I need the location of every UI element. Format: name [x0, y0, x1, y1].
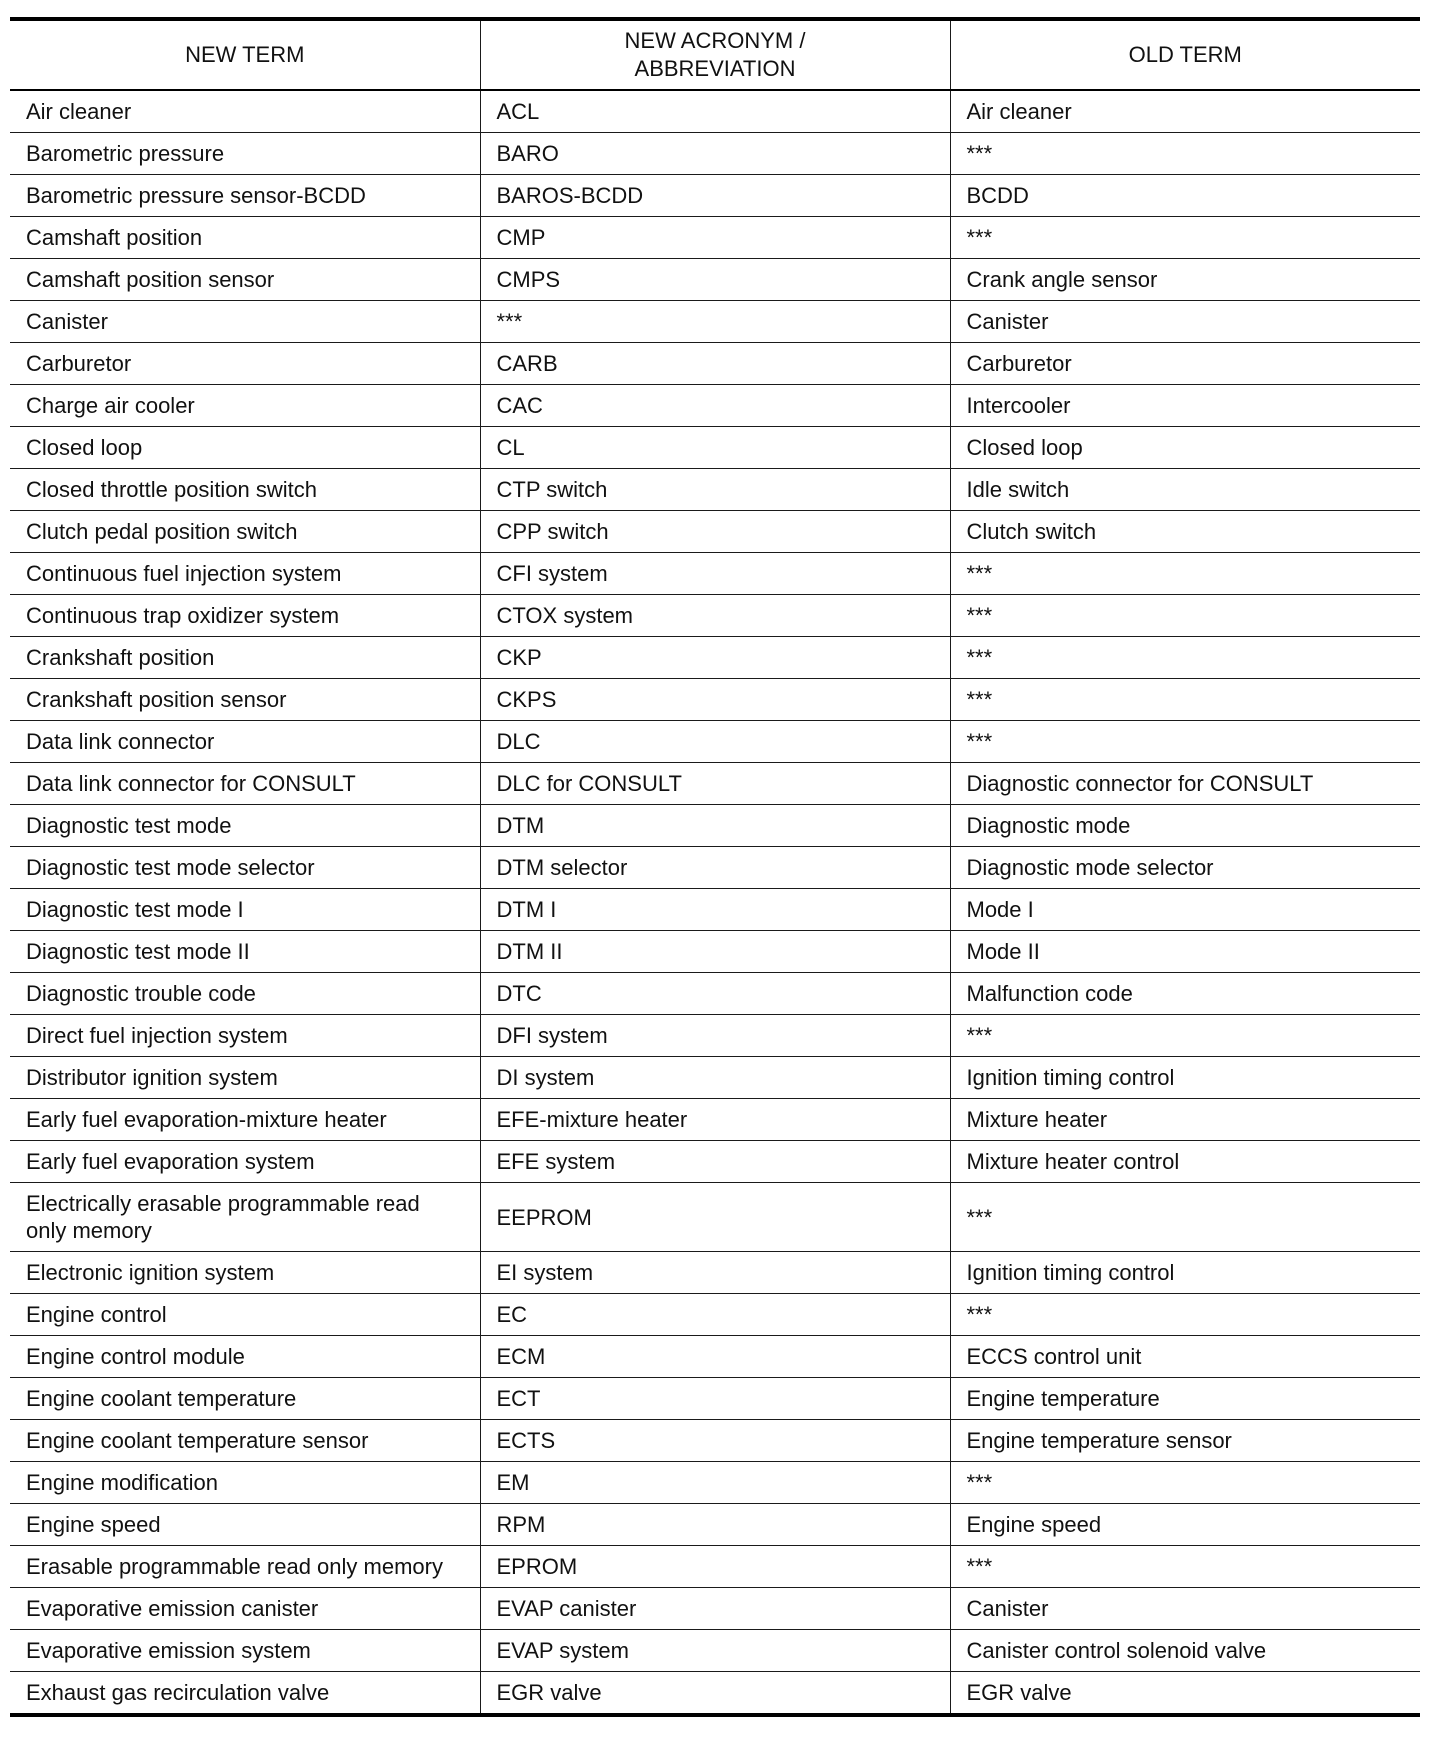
table-row: [10, 1252, 1420, 1294]
table-row: [10, 175, 1420, 217]
table-row: [10, 1336, 1420, 1378]
cell-acronym: CMP: [480, 217, 950, 259]
table-row: [10, 679, 1420, 721]
cell-acronym: ECM: [480, 1336, 950, 1378]
cell-acronym: BARO: [480, 133, 950, 175]
table-row: [10, 1672, 1420, 1716]
table-row: [10, 1504, 1420, 1546]
cell-acronym: DFI system: [480, 1015, 950, 1057]
table-row: [10, 427, 1420, 469]
cell-old-term: EGR valve: [950, 1672, 1420, 1716]
cell-old-term: Ignition timing control: [950, 1057, 1420, 1099]
cell-acronym: CTP switch: [480, 469, 950, 511]
cell-old-term: Intercooler: [950, 385, 1420, 427]
cell-acronym: DTM selector: [480, 847, 950, 889]
table-row: [10, 343, 1420, 385]
cell-new-term: Engine coolant temperature sensor: [10, 1420, 480, 1462]
cell-new-term: Crankshaft position: [10, 637, 480, 679]
cell-new-term: Diagnostic test mode: [10, 805, 480, 847]
cell-old-term: Ignition timing control: [950, 1252, 1420, 1294]
cell-old-term: Engine temperature: [950, 1378, 1420, 1420]
cell-old-term: ***: [950, 217, 1420, 259]
cell-old-term: Diagnostic mode: [950, 805, 1420, 847]
cell-new-term: Barometric pressure sensor-BCDD: [10, 175, 480, 217]
cell-acronym: EFE system: [480, 1141, 950, 1183]
cell-acronym: CKP: [480, 637, 950, 679]
cell-acronym: CAC: [480, 385, 950, 427]
header-old-term: OLD TERM: [950, 19, 1420, 90]
table-row: [10, 553, 1420, 595]
table-row: [10, 1378, 1420, 1420]
cell-new-term: Engine control: [10, 1294, 480, 1336]
cell-old-term: ECCS control unit: [950, 1336, 1420, 1378]
cell-new-term: Distributor ignition system: [10, 1057, 480, 1099]
table-row: [10, 973, 1420, 1015]
cell-new-term: Barometric pressure: [10, 133, 480, 175]
cell-old-term: Canister: [950, 1588, 1420, 1630]
cell-new-term: Early fuel evaporation-mixture heater: [10, 1099, 480, 1141]
cell-old-term: Closed loop: [950, 427, 1420, 469]
cell-acronym: EI system: [480, 1252, 950, 1294]
table-row: [10, 1015, 1420, 1057]
cell-new-term: Continuous fuel injection system: [10, 553, 480, 595]
cell-new-term: Erasable programmable read only memory: [10, 1546, 480, 1588]
table-row: [10, 1183, 1420, 1252]
cell-old-term: ***: [950, 1183, 1420, 1252]
cell-acronym: EFE-mixture heater: [480, 1099, 950, 1141]
cell-old-term: Idle switch: [950, 469, 1420, 511]
cell-new-term: Data link connector: [10, 721, 480, 763]
table-row: [10, 763, 1420, 805]
cell-old-term: Mode II: [950, 931, 1420, 973]
table-row: [10, 1294, 1420, 1336]
table-row: [10, 1141, 1420, 1183]
cell-acronym: EM: [480, 1462, 950, 1504]
cell-old-term: ***: [950, 1462, 1420, 1504]
cell-old-term: Mode I: [950, 889, 1420, 931]
cell-acronym: DI system: [480, 1057, 950, 1099]
table-row: [10, 889, 1420, 931]
cell-acronym: ACL: [480, 90, 950, 133]
cell-new-term: Crankshaft position sensor: [10, 679, 480, 721]
table-row: [10, 1630, 1420, 1672]
cell-acronym: DTM: [480, 805, 950, 847]
header-new-term: NEW TERM: [10, 19, 480, 90]
table-row: [10, 385, 1420, 427]
cell-old-term: ***: [950, 1294, 1420, 1336]
cell-new-term: Diagnostic trouble code: [10, 973, 480, 1015]
cell-new-term: Early fuel evaporation system: [10, 1141, 480, 1183]
cell-acronym: EC: [480, 1294, 950, 1336]
table-row: [10, 1420, 1420, 1462]
cell-new-term: Closed loop: [10, 427, 480, 469]
cell-new-term: Exhaust gas recirculation valve: [10, 1672, 480, 1716]
table-header-row: [10, 19, 1420, 90]
cell-new-term: Electrically erasable programmable read only memory: [10, 1183, 480, 1252]
cell-old-term: Carburetor: [950, 343, 1420, 385]
cell-new-term: Engine modification: [10, 1462, 480, 1504]
cell-old-term: Malfunction code: [950, 973, 1420, 1015]
cell-old-term: ***: [950, 679, 1420, 721]
cell-old-term: ***: [950, 133, 1420, 175]
cell-new-term: Camshaft position: [10, 217, 480, 259]
table-row: [10, 1546, 1420, 1588]
cell-new-term: Continuous trap oxidizer system: [10, 595, 480, 637]
table-row: [10, 595, 1420, 637]
cell-new-term: Engine control module: [10, 1336, 480, 1378]
table-row: [10, 217, 1420, 259]
header-new-acronym-line2: ABBREVIATION: [634, 56, 796, 81]
cell-old-term: Mixture heater control: [950, 1141, 1420, 1183]
table-row: [10, 637, 1420, 679]
cell-old-term: ***: [950, 1546, 1420, 1588]
header-new-acronym-line1: NEW ACRONYM /: [624, 28, 806, 53]
cell-old-term: Engine temperature sensor: [950, 1420, 1420, 1462]
cell-acronym: CKPS: [480, 679, 950, 721]
cell-old-term: Diagnostic mode selector: [950, 847, 1420, 889]
table-row: [10, 1057, 1420, 1099]
cell-new-term: Air cleaner: [10, 90, 480, 133]
cell-old-term: Crank angle sensor: [950, 259, 1420, 301]
cell-old-term: Mixture heater: [950, 1099, 1420, 1141]
cell-new-term: Data link connector for CONSULT: [10, 763, 480, 805]
cell-acronym: CARB: [480, 343, 950, 385]
table-row: [10, 805, 1420, 847]
cell-acronym: DLC for CONSULT: [480, 763, 950, 805]
cell-acronym: CL: [480, 427, 950, 469]
cell-acronym: ***: [480, 301, 950, 343]
cell-acronym: ECTS: [480, 1420, 950, 1462]
cell-old-term: Canister: [950, 301, 1420, 343]
table-row: [10, 721, 1420, 763]
cell-acronym: RPM: [480, 1504, 950, 1546]
table-row: [10, 259, 1420, 301]
table-row: [10, 847, 1420, 889]
cell-new-term: Canister: [10, 301, 480, 343]
cell-new-term: Engine speed: [10, 1504, 480, 1546]
cell-acronym: DTM I: [480, 889, 950, 931]
cell-acronym: DTC: [480, 973, 950, 1015]
cell-acronym: EVAP canister: [480, 1588, 950, 1630]
table-row: [10, 90, 1420, 133]
cell-new-term: Direct fuel injection system: [10, 1015, 480, 1057]
cell-old-term: ***: [950, 595, 1420, 637]
header-new-acronym: [480, 19, 950, 90]
cell-new-term: Diagnostic test mode II: [10, 931, 480, 973]
cell-old-term: Canister control solenoid valve: [950, 1630, 1420, 1672]
cell-acronym: EEPROM: [480, 1183, 950, 1252]
cell-acronym: DTM II: [480, 931, 950, 973]
cell-acronym: DLC: [480, 721, 950, 763]
table-row: [10, 1462, 1420, 1504]
cell-old-term: Air cleaner: [950, 90, 1420, 133]
table-row: [10, 133, 1420, 175]
cell-old-term: BCDD: [950, 175, 1420, 217]
cell-acronym: EVAP system: [480, 1630, 950, 1672]
table-row: [10, 469, 1420, 511]
cell-acronym: CFI system: [480, 553, 950, 595]
cell-old-term: ***: [950, 721, 1420, 763]
table-row: [10, 1099, 1420, 1141]
cell-old-term: ***: [950, 1015, 1420, 1057]
cell-old-term: Diagnostic connector for CONSULT: [950, 763, 1420, 805]
cell-acronym: BAROS-BCDD: [480, 175, 950, 217]
table-body: [10, 90, 1420, 1715]
table-row: [10, 931, 1420, 973]
cell-old-term: Engine speed: [950, 1504, 1420, 1546]
cell-acronym: ECT: [480, 1378, 950, 1420]
cell-old-term: ***: [950, 637, 1420, 679]
cell-new-term: Engine coolant temperature: [10, 1378, 480, 1420]
table-row: [10, 1588, 1420, 1630]
table-row: [10, 511, 1420, 553]
cell-acronym: EPROM: [480, 1546, 950, 1588]
cell-new-term: Evaporative emission system: [10, 1630, 480, 1672]
cell-acronym: EGR valve: [480, 1672, 950, 1716]
cell-new-term: Closed throttle position switch: [10, 469, 480, 511]
cell-new-term: Camshaft position sensor: [10, 259, 480, 301]
cell-new-term: Evaporative emission canister: [10, 1588, 480, 1630]
cell-old-term: Clutch switch: [950, 511, 1420, 553]
cell-new-term: Charge air cooler: [10, 385, 480, 427]
cell-new-term: Clutch pedal position switch: [10, 511, 480, 553]
cell-acronym: CMPS: [480, 259, 950, 301]
cell-acronym: CTOX system: [480, 595, 950, 637]
table-row: [10, 301, 1420, 343]
cell-new-term: Diagnostic test mode I: [10, 889, 480, 931]
cell-old-term: ***: [950, 553, 1420, 595]
cell-new-term: Electronic ignition system: [10, 1252, 480, 1294]
cell-acronym: CPP switch: [480, 511, 950, 553]
cell-new-term: Carburetor: [10, 343, 480, 385]
cell-new-term: Diagnostic test mode selector: [10, 847, 480, 889]
terminology-table: [10, 17, 1420, 1717]
